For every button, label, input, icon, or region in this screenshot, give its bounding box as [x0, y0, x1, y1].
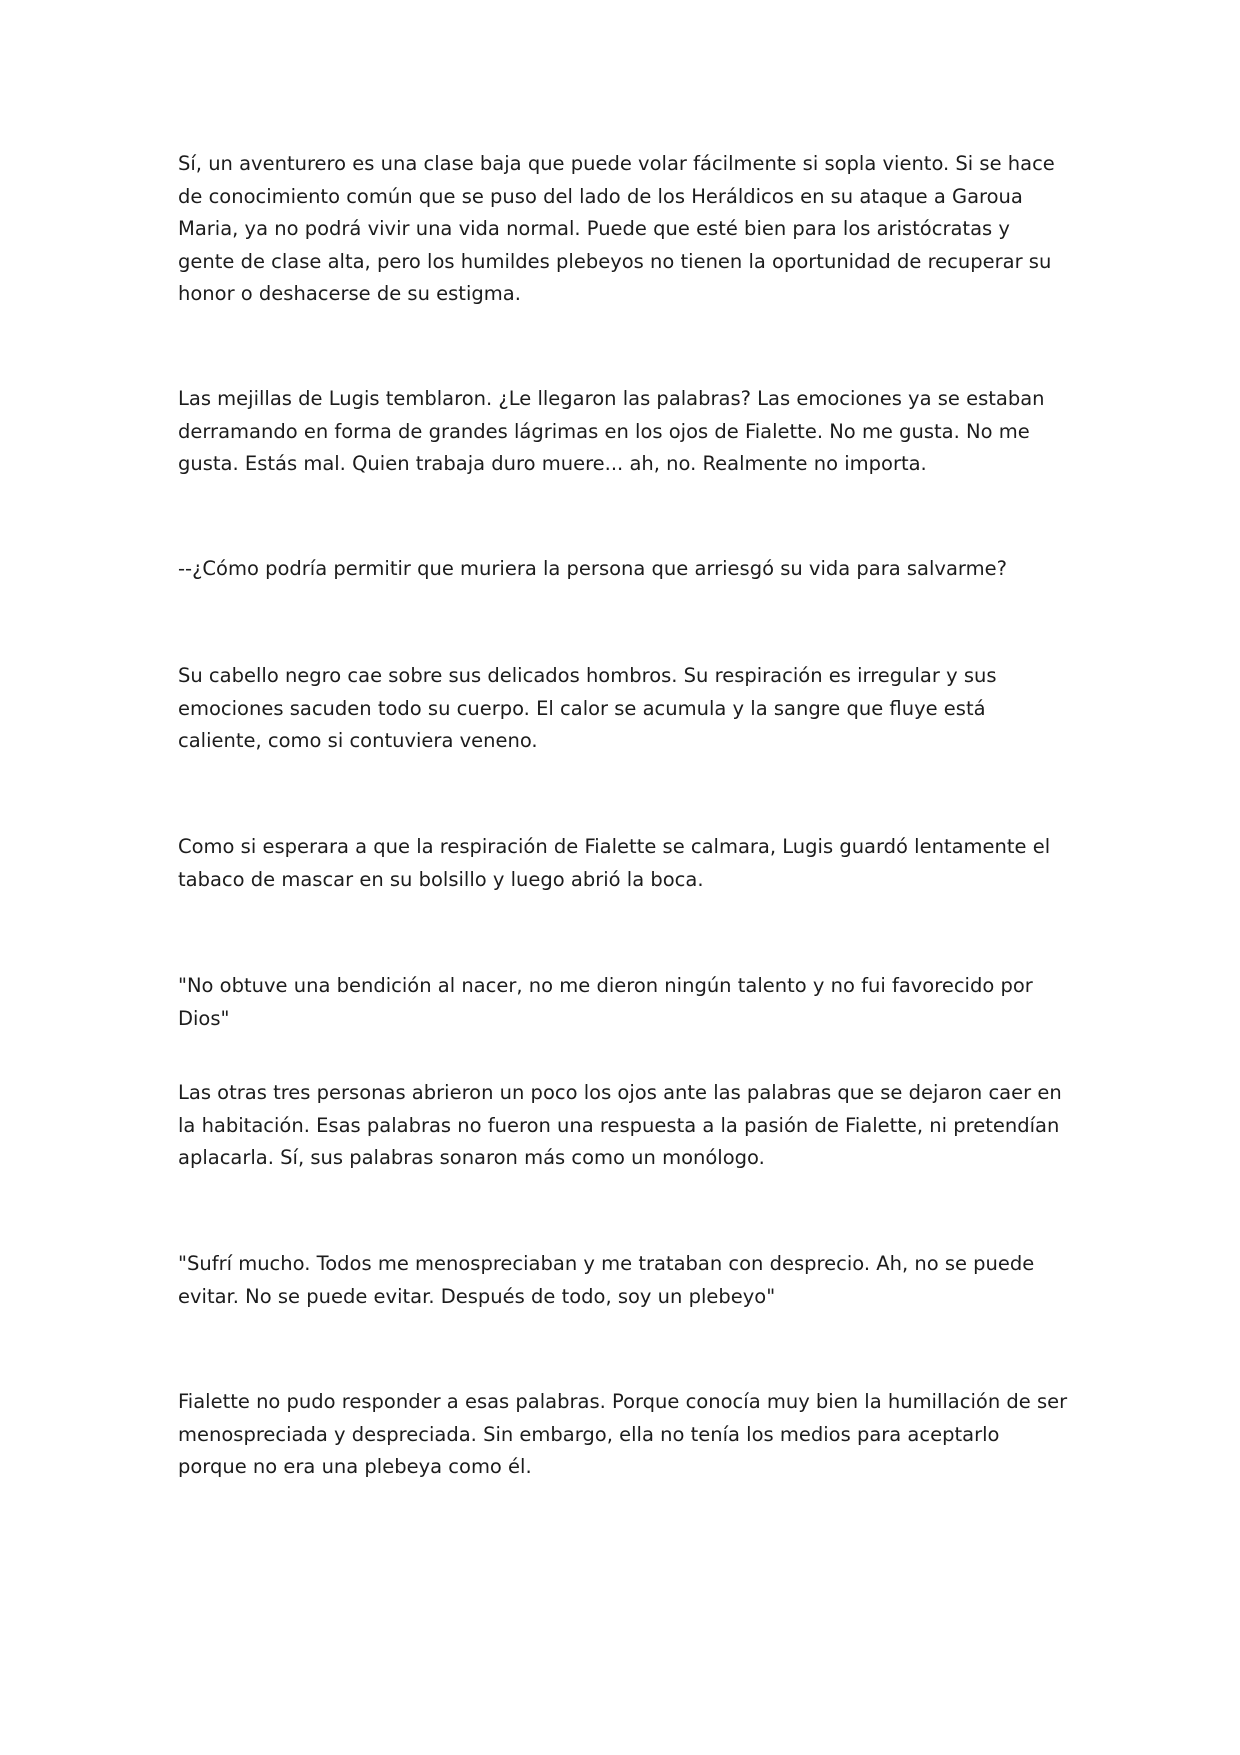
paragraph-4: Su cabello negro cae sobre sus delicados hombros. Su respiración es irregular y sus emociones sacuden todo su cuerpo. El calor se acumula y la sangre que fluye está caliente, como si contuviera veneno. [178, 664, 997, 753]
paragraph-3: --¿Cómo podría permitir que muriera la persona que arriesgó su vida para salvarme? [178, 557, 1007, 580]
paragraph-7: Las otras tres personas abrieron un poco los ojos ante las palabras que se dejaron caer en la habitación. Esas palabras no fueron una respuesta a la pasión de Fialette, ni pretendían aplacarla. Sí, sus palabras sonaron más como un monólogo. [178, 1081, 1062, 1170]
paragraph-8: "Sufrí mucho. Todos me menospreciaban y me trataban con desprecio. Ah, no se puede evitar. No se puede evitar. Después de todo, soy un plebeyo" [178, 1252, 1035, 1308]
paragraph-6: "No obtuve una bendición al nacer, no me dieron ningún talento y no fui favorecido por Dios" [178, 974, 1033, 1030]
paragraph-1: Sí, un aventurero es una clase baja que puede volar fácilmente si sopla viento. Si se hace de conocimiento común que se puso del lado de los Heráldicos en su ataque a Garoua Maria, ya no podrá vivir una vida normal. Puede que esté bien para los aristócratas y gente de clase alta, pero los humildes plebeyos no tienen la oportunidad de recuperar su honor o deshacerse de su estigma. [178, 152, 1055, 306]
paragraph-2: Las mejillas de Lugis temblaron. ¿Le llegaron las palabras? Las emociones ya se estaban derramando en forma de grandes lágrimas en los ojos de Fialette. No me gusta. No me gusta. Estás mal. Quien trabaja duro muere... ah, no. Realmente no importa. [178, 387, 1045, 476]
paragraph-5: Como si esperara a que la respiración de Fialette se calmara, Lugis guardó lentamente el tabaco de mascar en su bolsillo y luego abrió la boca. [178, 835, 1051, 891]
paragraph-9: Fialette no pudo responder a esas palabras. Porque conocía muy bien la humillación de ser menospreciada y despreciada. Sin embargo, ella no tenía los medios para aceptarlo porque no era una plebeya como él. [178, 1390, 1068, 1479]
